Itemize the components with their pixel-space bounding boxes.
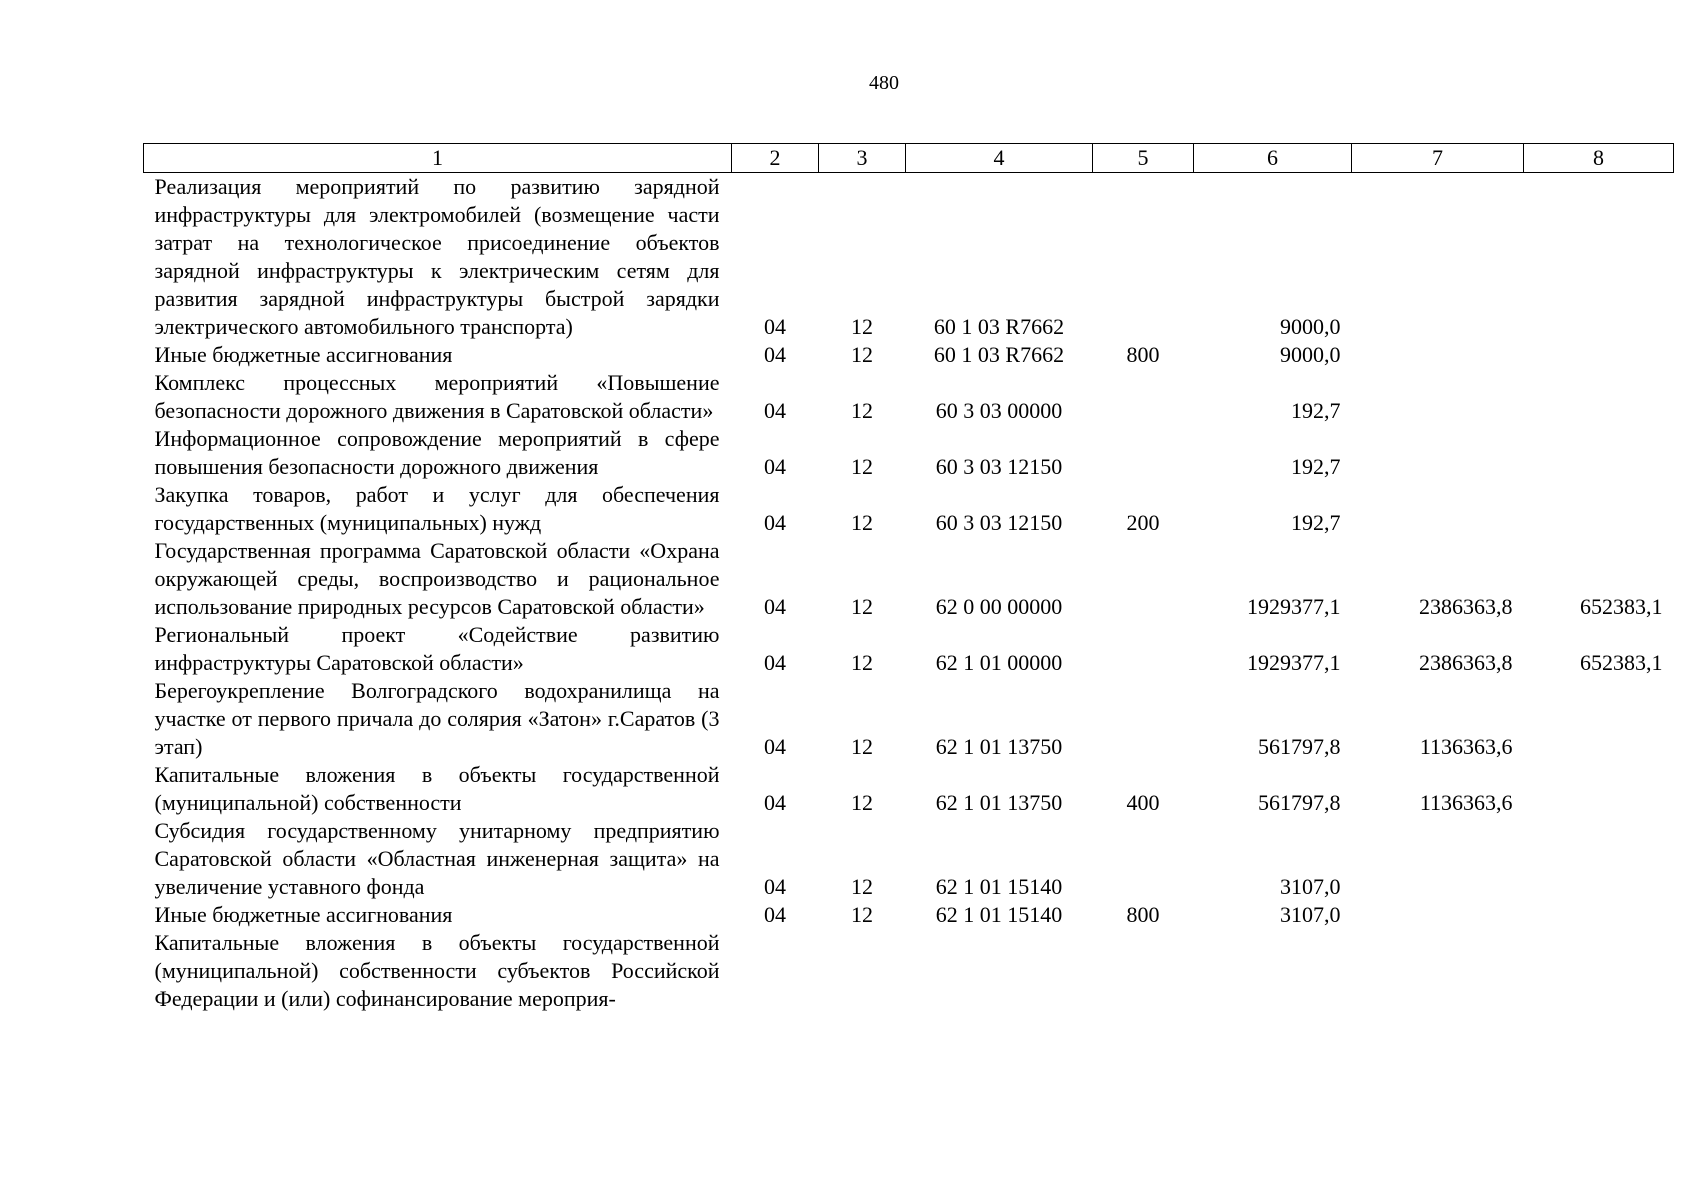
row-target-article: [906, 929, 1093, 1013]
row-section: 04: [764, 454, 786, 479]
row-amount-1: 3107,0: [1280, 902, 1341, 927]
row-section: 04: [764, 510, 786, 535]
table-row: [144, 817, 1674, 901]
row-amount-1: 9000,0: [1280, 314, 1341, 339]
row-amount-2: [1352, 341, 1524, 369]
header-col-8: 8: [1524, 144, 1674, 173]
row-amount-1: 1929377,1: [1247, 594, 1341, 619]
header-col-1: 1: [144, 144, 732, 173]
table-row: [144, 481, 1674, 537]
row-expense-type: [1093, 929, 1194, 1013]
row-name: Иные бюджетные ассигнования: [154, 902, 453, 927]
row-name: Комплекс процессных мероприятий «Повышение безопасности дорожного движения в Саратовской области»: [154, 370, 720, 423]
row-expense-type: [1093, 817, 1194, 901]
row-subsection: 12: [851, 902, 873, 927]
table-header: [144, 144, 1674, 173]
row-target-article: 62 1 01 13750: [935, 790, 1063, 815]
row-subsection: 12: [851, 650, 873, 675]
row-subsection: 12: [851, 594, 873, 619]
row-amount-2: [1352, 817, 1524, 901]
row-amount-2: [1352, 481, 1524, 537]
row-subsection: 12: [851, 314, 873, 339]
row-amount-2: 1136363,6: [1419, 790, 1513, 815]
row-amount-2: [1352, 173, 1524, 342]
row-name: Реализация мероприятий по развитию зарядной инфраструктуры для электромобилей (возмещение части затрат на технологическое присоединение объектов зарядной инфраструктуры к электрическим сетям для развития зарядной инфраструктуры быстрой зарядки электрического автомобильного транспорта): [154, 174, 720, 339]
row-section: 04: [764, 398, 786, 423]
row-amount-3: [1524, 929, 1674, 1013]
table-row: [144, 621, 1674, 677]
row-expense-type: 800: [1126, 902, 1160, 927]
row-name: Берегоукрепление Волгоградского водохранилища на участке от первого причала до солярия «Затон» г.Саратов (3 этап): [154, 678, 720, 759]
row-target-article: 62 1 01 13750: [935, 734, 1063, 759]
header-row: [144, 144, 1674, 173]
row-section: [732, 929, 819, 1013]
row-amount-3: [1524, 817, 1674, 901]
row-amount-3: [1524, 173, 1674, 342]
header-col-4: 4: [906, 144, 1093, 173]
row-amount-3: [1524, 677, 1674, 761]
row-target-article: 60 1 03 R7662: [933, 342, 1065, 367]
row-target-article: 62 0 00 00000: [935, 594, 1063, 619]
row-name: Субсидия государственному унитарному предприятию Саратовской области «Областная инженерная защита» на увеличение уставного фонда: [154, 818, 720, 899]
row-expense-type: [1093, 621, 1194, 677]
row-amount-3: 652383,1: [1580, 594, 1663, 619]
row-expense-type: [1093, 369, 1194, 425]
row-amount-3: [1524, 425, 1674, 481]
row-amount-2: 2386363,8: [1419, 594, 1513, 619]
row-target-article: 60 3 03 12150: [935, 454, 1063, 479]
row-name: Региональный проект «Содействие развитию инфраструктуры Саратовской области»: [154, 622, 720, 675]
row-amount-3: [1524, 369, 1674, 425]
row-expense-type: [1093, 677, 1194, 761]
row-section: 04: [764, 650, 786, 675]
table-row: [144, 677, 1674, 761]
row-section: 04: [764, 314, 786, 339]
row-name: Капитальные вложения в объекты государственной (муниципальной) собственности субъектов Российской Федерации и (или) софинансирование мероприя-: [154, 930, 720, 1011]
table-row: [144, 929, 1674, 1013]
table-row: [144, 369, 1674, 425]
row-section: 04: [764, 790, 786, 815]
table-row: [144, 537, 1674, 621]
row-section: 04: [764, 902, 786, 927]
row-subsection: 12: [851, 398, 873, 423]
row-amount-2: 1136363,6: [1419, 734, 1513, 759]
table-row: [144, 901, 1674, 929]
row-amount-1: 9000,0: [1280, 342, 1341, 367]
row-target-article: 60 1 03 R7662: [933, 314, 1065, 339]
header-col-6: 6: [1194, 144, 1352, 173]
row-amount-2: [1352, 425, 1524, 481]
budget-table-container: [143, 143, 1673, 1013]
row-subsection: 12: [851, 790, 873, 815]
table-row: [144, 761, 1674, 817]
row-amount-3: [1524, 481, 1674, 537]
row-target-article: 60 3 03 00000: [935, 398, 1063, 423]
row-target-article: 60 3 03 12150: [935, 510, 1063, 535]
row-subsection: 12: [851, 874, 873, 899]
header-col-2: 2: [732, 144, 819, 173]
row-subsection: [819, 929, 906, 1013]
row-subsection: 12: [851, 454, 873, 479]
row-section: 04: [764, 734, 786, 759]
table-row: [144, 341, 1674, 369]
row-target-article: 62 1 01 15140: [935, 902, 1063, 927]
row-expense-type: 200: [1126, 510, 1160, 535]
row-subsection: 12: [851, 342, 873, 367]
row-section: 04: [764, 874, 786, 899]
row-target-article: 62 1 01 00000: [935, 650, 1063, 675]
row-amount-1: 192,7: [1291, 510, 1341, 535]
row-name: Информационное сопровождение мероприятий в сфере повышения безопасности дорожного движения: [154, 426, 720, 479]
table-body: [144, 173, 1674, 1014]
row-amount-1: [1194, 929, 1352, 1013]
row-expense-type: 800: [1126, 342, 1160, 367]
row-name: Иные бюджетные ассигнования: [154, 342, 453, 367]
row-amount-3: [1524, 341, 1674, 369]
row-section: 04: [764, 342, 786, 367]
row-amount-1: 192,7: [1291, 398, 1341, 423]
table-row: [144, 425, 1674, 481]
row-amount-2: [1352, 929, 1524, 1013]
row-section: 04: [764, 594, 786, 619]
row-amount-2: 2386363,8: [1419, 650, 1513, 675]
page-number: 480: [869, 72, 899, 94]
row-subsection: 12: [851, 510, 873, 535]
row-amount-2: [1352, 901, 1524, 929]
row-name: Государственная программа Саратовской области «Охрана окружающей среды, воспроизводство и рациональное использование природных ресурсов Саратовской области»: [154, 538, 720, 619]
header-col-7: 7: [1352, 144, 1524, 173]
row-amount-3: [1524, 761, 1674, 817]
row-expense-type: [1093, 425, 1194, 481]
row-expense-type: [1093, 537, 1194, 621]
row-amount-1: 1929377,1: [1247, 650, 1341, 675]
row-target-article: 62 1 01 15140: [935, 874, 1063, 899]
row-amount-3: 652383,1: [1580, 650, 1663, 675]
row-expense-type: 400: [1126, 790, 1160, 815]
row-amount-1: 192,7: [1291, 454, 1341, 479]
header-col-3: 3: [819, 144, 906, 173]
row-amount-1: 561797,8: [1258, 734, 1341, 759]
row-amount-3: [1524, 901, 1674, 929]
row-amount-2: [1352, 369, 1524, 425]
row-name: Капитальные вложения в объекты государственной (муниципальной) собственности: [154, 762, 720, 815]
table-row: [144, 173, 1674, 342]
row-subsection: 12: [851, 734, 873, 759]
row-name: Закупка товаров, работ и услуг для обеспечения государственных (муниципальных) нужд: [154, 482, 720, 535]
row-amount-1: 3107,0: [1280, 874, 1341, 899]
budget-table: [143, 143, 1674, 1013]
row-expense-type: [1093, 173, 1194, 342]
header-col-5: 5: [1093, 144, 1194, 173]
row-amount-1: 561797,8: [1258, 790, 1341, 815]
